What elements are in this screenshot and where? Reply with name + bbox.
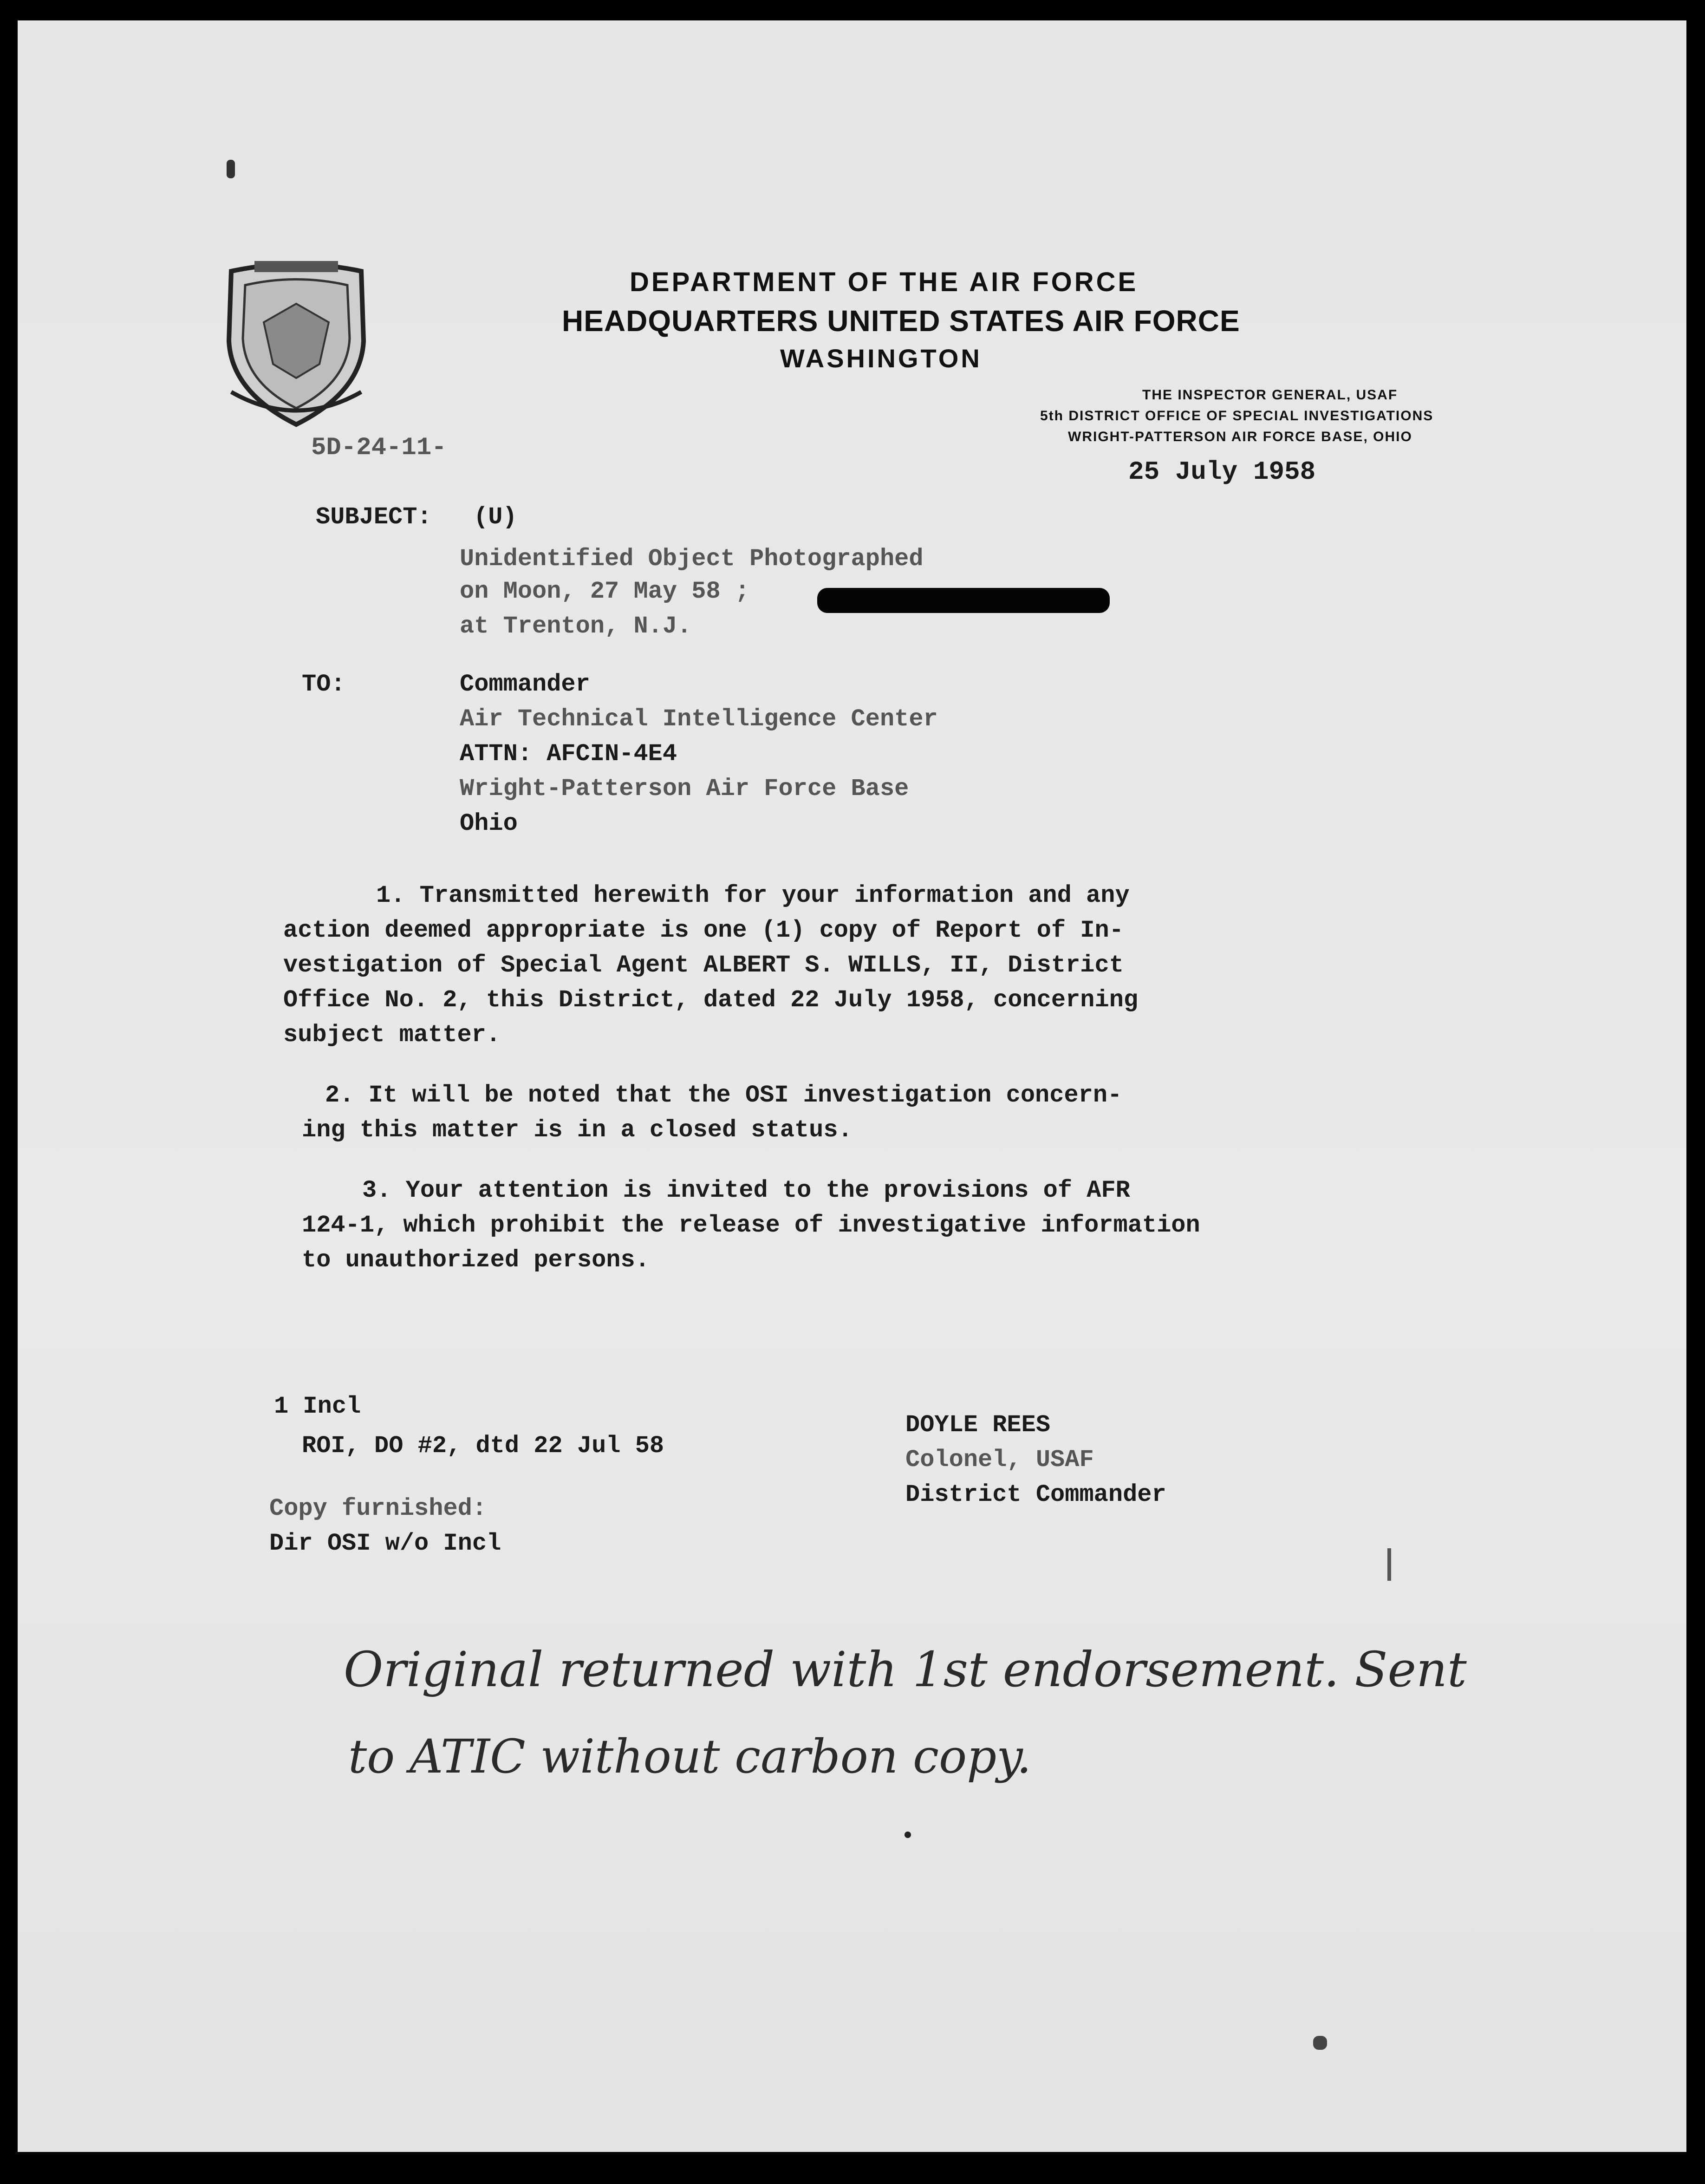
letterhead-headquarters: HEADQUARTERS UNITED STATES AIR FORCE	[562, 304, 1240, 338]
file-reference: 5D-24-11-	[311, 434, 447, 462]
redaction-bar	[817, 588, 1110, 613]
enclosure-count: 1 Incl	[274, 1393, 361, 1420]
to-line-4: Wright-Patterson Air Force Base	[460, 775, 909, 802]
stray-mark	[227, 160, 235, 178]
to-line-1: Commander	[460, 671, 590, 698]
letterhead-department: DEPARTMENT OF THE AIR FORCE	[630, 267, 1139, 297]
signatory-rank: Colonel, USAF	[905, 1446, 1094, 1473]
paragraph-1-line-2: action deemed appropriate is one (1) copy of Report of In-	[283, 917, 1124, 944]
paragraph-2-line-1: 2. It will be noted that the OSI investigation concern-	[325, 1082, 1122, 1109]
signatory-title: District Commander	[905, 1481, 1166, 1508]
paragraph-3-line-1: 3. Your attention is invited to the provisions of AFR	[362, 1177, 1130, 1204]
subject-line-3: at Trenton, N.J.	[460, 613, 692, 640]
sender-base: WRIGHT-PATTERSON AIR FORCE BASE, OHIO	[1068, 429, 1412, 444]
subject-line-2: on Moon, 27 May 58 ;	[460, 578, 750, 605]
paragraph-2-line-2: ing this matter is in a closed status.	[302, 1116, 852, 1144]
paragraph-1-line-1: 1. Transmitted herewith for your information and any	[376, 882, 1130, 909]
copy-furnished-recipient: Dir OSI w/o Incl	[269, 1530, 501, 1557]
to-line-5: Ohio	[460, 810, 518, 837]
subject-label: SUBJECT:	[316, 503, 432, 531]
paragraph-1-line-3: vestigation of Special Agent ALBERT S. WILLS, II, District	[283, 952, 1124, 979]
stray-mark	[905, 1832, 911, 1838]
subject-line-1: Unidentified Object Photographed	[460, 545, 924, 573]
letterhead-washington: WASHINGTON	[780, 344, 982, 373]
paragraph-3-line-3: to unauthorized persons.	[302, 1246, 650, 1274]
sender-office: THE INSPECTOR GENERAL, USAF	[1142, 387, 1398, 403]
copy-furnished-label: Copy furnished:	[269, 1495, 487, 1522]
letter-date: 25 July 1958	[1128, 457, 1316, 487]
stray-mark	[1313, 2036, 1327, 2050]
to-line-2: Air Technical Intelligence Center	[460, 705, 938, 733]
to-line-3: ATTN: AFCIN-4E4	[460, 740, 677, 768]
to-label: TO:	[302, 671, 345, 698]
air-force-seal-icon	[213, 253, 380, 434]
signatory-name: DOYLE REES	[905, 1411, 1051, 1439]
handwritten-note-line-2: to ATIC without carbon copy.	[348, 1729, 1032, 1784]
handwritten-note-line-1: Original returned with 1st endorsement. Sent	[344, 1641, 1467, 1698]
paragraph-3-line-2: 124-1, which prohibit the release of investigative information	[302, 1212, 1200, 1239]
sender-district: 5th DISTRICT OFFICE OF SPECIAL INVESTIGATIONS	[1040, 408, 1434, 424]
enclosure-description: ROI, DO #2, dtd 22 Jul 58	[302, 1432, 664, 1460]
paragraph-1-line-4: Office No. 2, this District, dated 22 July 1958, concerning	[283, 986, 1139, 1014]
subject-classification: (U)	[474, 503, 517, 531]
document-page	[18, 20, 1686, 2152]
paragraph-1-line-5: subject matter.	[283, 1021, 501, 1049]
stray-mark	[1387, 1548, 1391, 1581]
